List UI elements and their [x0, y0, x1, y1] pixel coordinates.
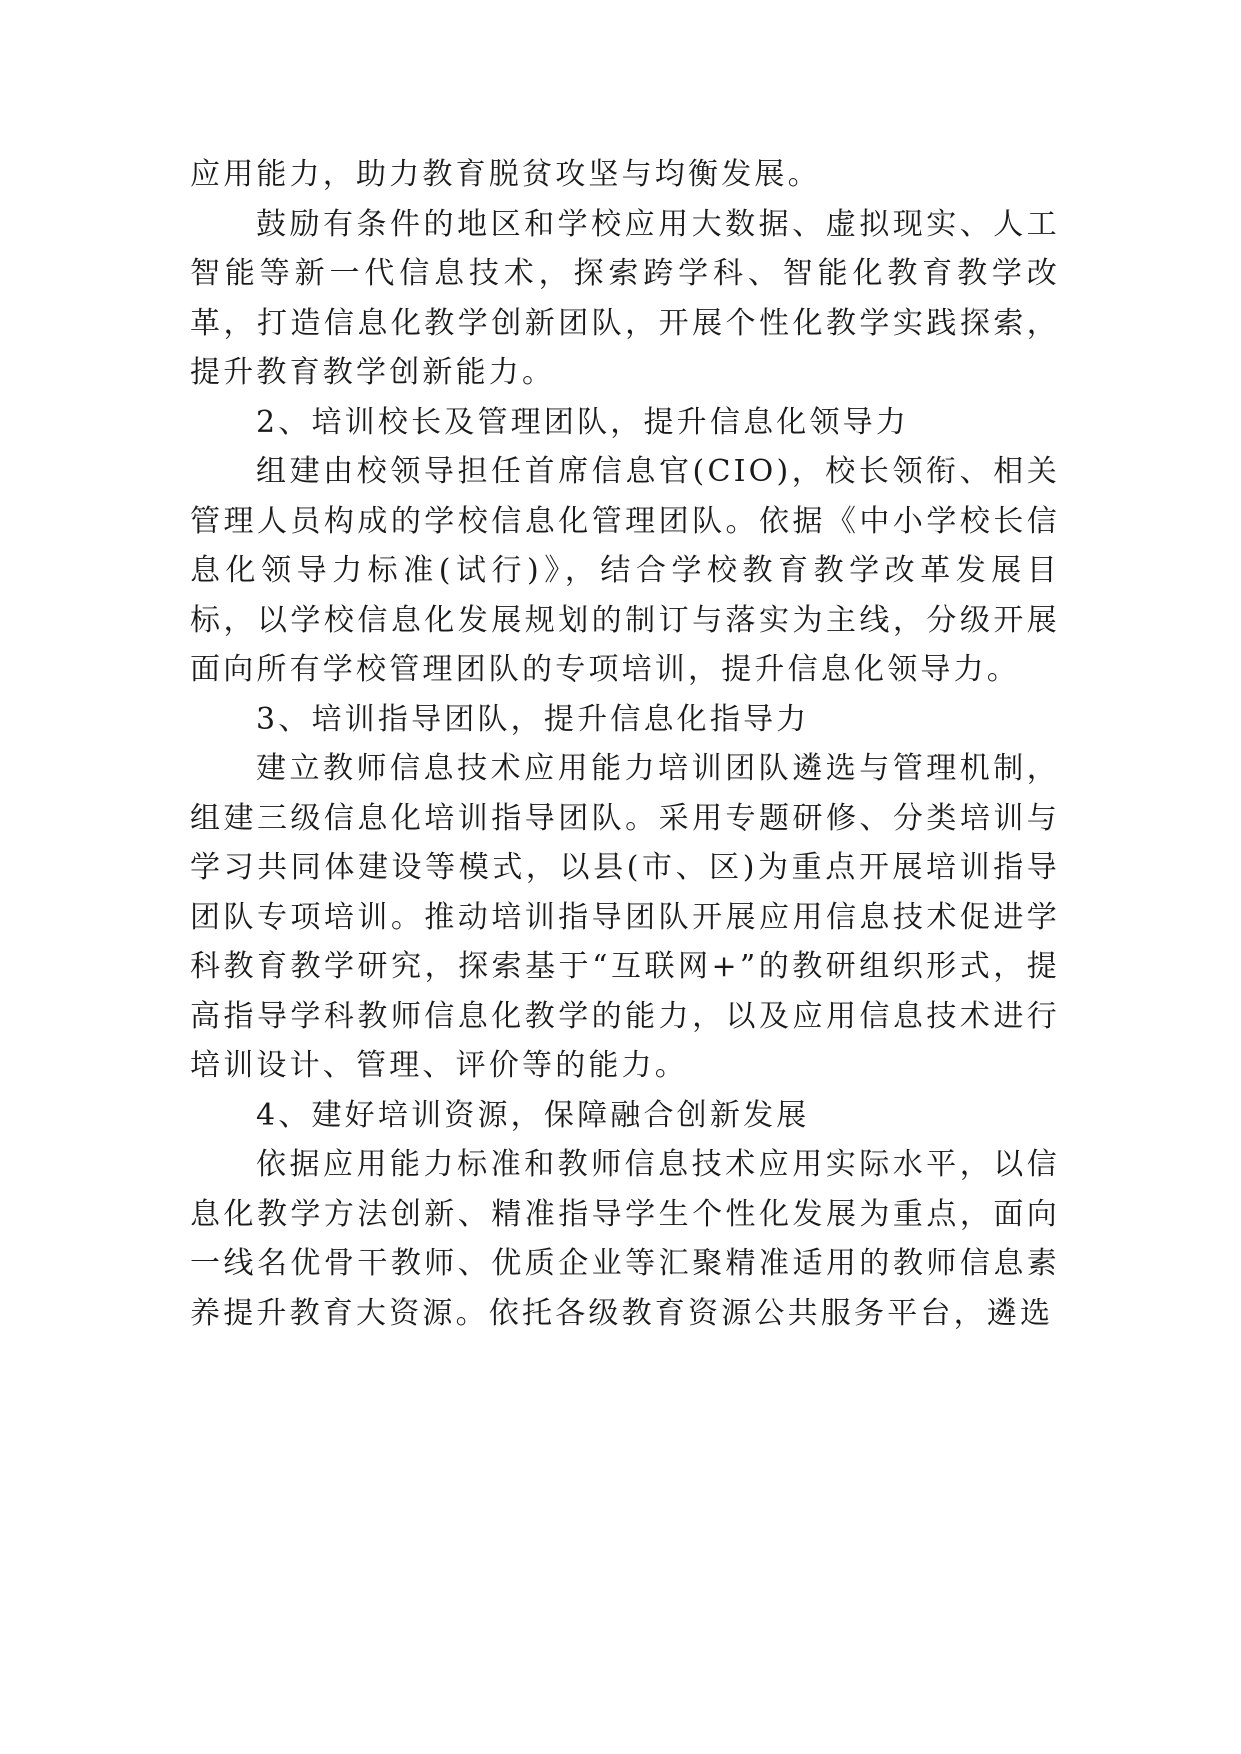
paragraph-4: 建立教师信息技术应用能力培训团队遴选与管理机制，组建三级信息化培训指导团队。采用专题研修、分类培训与学习共同体建设等模式，以县(市、区)为重点开展培训指导团队专项培训。推动培训指导团队开展应用信息技术促进学科教育教学研究，探索基于“互联网+”的教研组织形式，提高指导学科教师信息化教学的能力，以及应用信息技术进行培训设计、管理、评价等的能力。 [190, 751, 1060, 1083]
section-heading-3: 3、培训指导团队，提升信息化指导力 [256, 701, 810, 737]
paragraph-3: 组建由校领导担任首席信息官(CIO)，校长领衔、相关管理人员构成的学校信息化管理团队。依据《中小学校长信息化领导力标准(试行)》，结合学校教育教学改革发展目标，以学校信息化发展规划的制订与落实为主线，分级开展面向所有学校管理团队的专项培训，提升信息化领导力。 [190, 454, 1060, 687]
paragraph-5: 依据应用能力标准和教师信息技术应用实际水平，以信息化教学方法创新、精准指导学生个性化发展为重点，面向一线名优骨干教师、优质企业等汇聚精准适用的教师信息素养提升教育大资源。依托各级教育资源公共服务平台，遴选 [190, 1147, 1060, 1331]
paragraph-1: 应用能力，助力教育脱贫攻坚与均衡发展。 [190, 157, 821, 192]
document-body [190, 150, 1060, 1338]
section-heading-4: 4、建好培训资源，保障融合创新发展 [256, 1097, 810, 1133]
section-heading-2: 2、培训校长及管理团队，提升信息化领导力 [256, 404, 910, 440]
paragraph-2: 鼓励有条件的地区和学校应用大数据、虚拟现实、人工智能等新一代信息技术，探索跨学科、智能化教育教学改革，打造信息化教学创新团队，开展个性化教学实践探索，提升教育教学创新能力。 [190, 206, 1060, 390]
